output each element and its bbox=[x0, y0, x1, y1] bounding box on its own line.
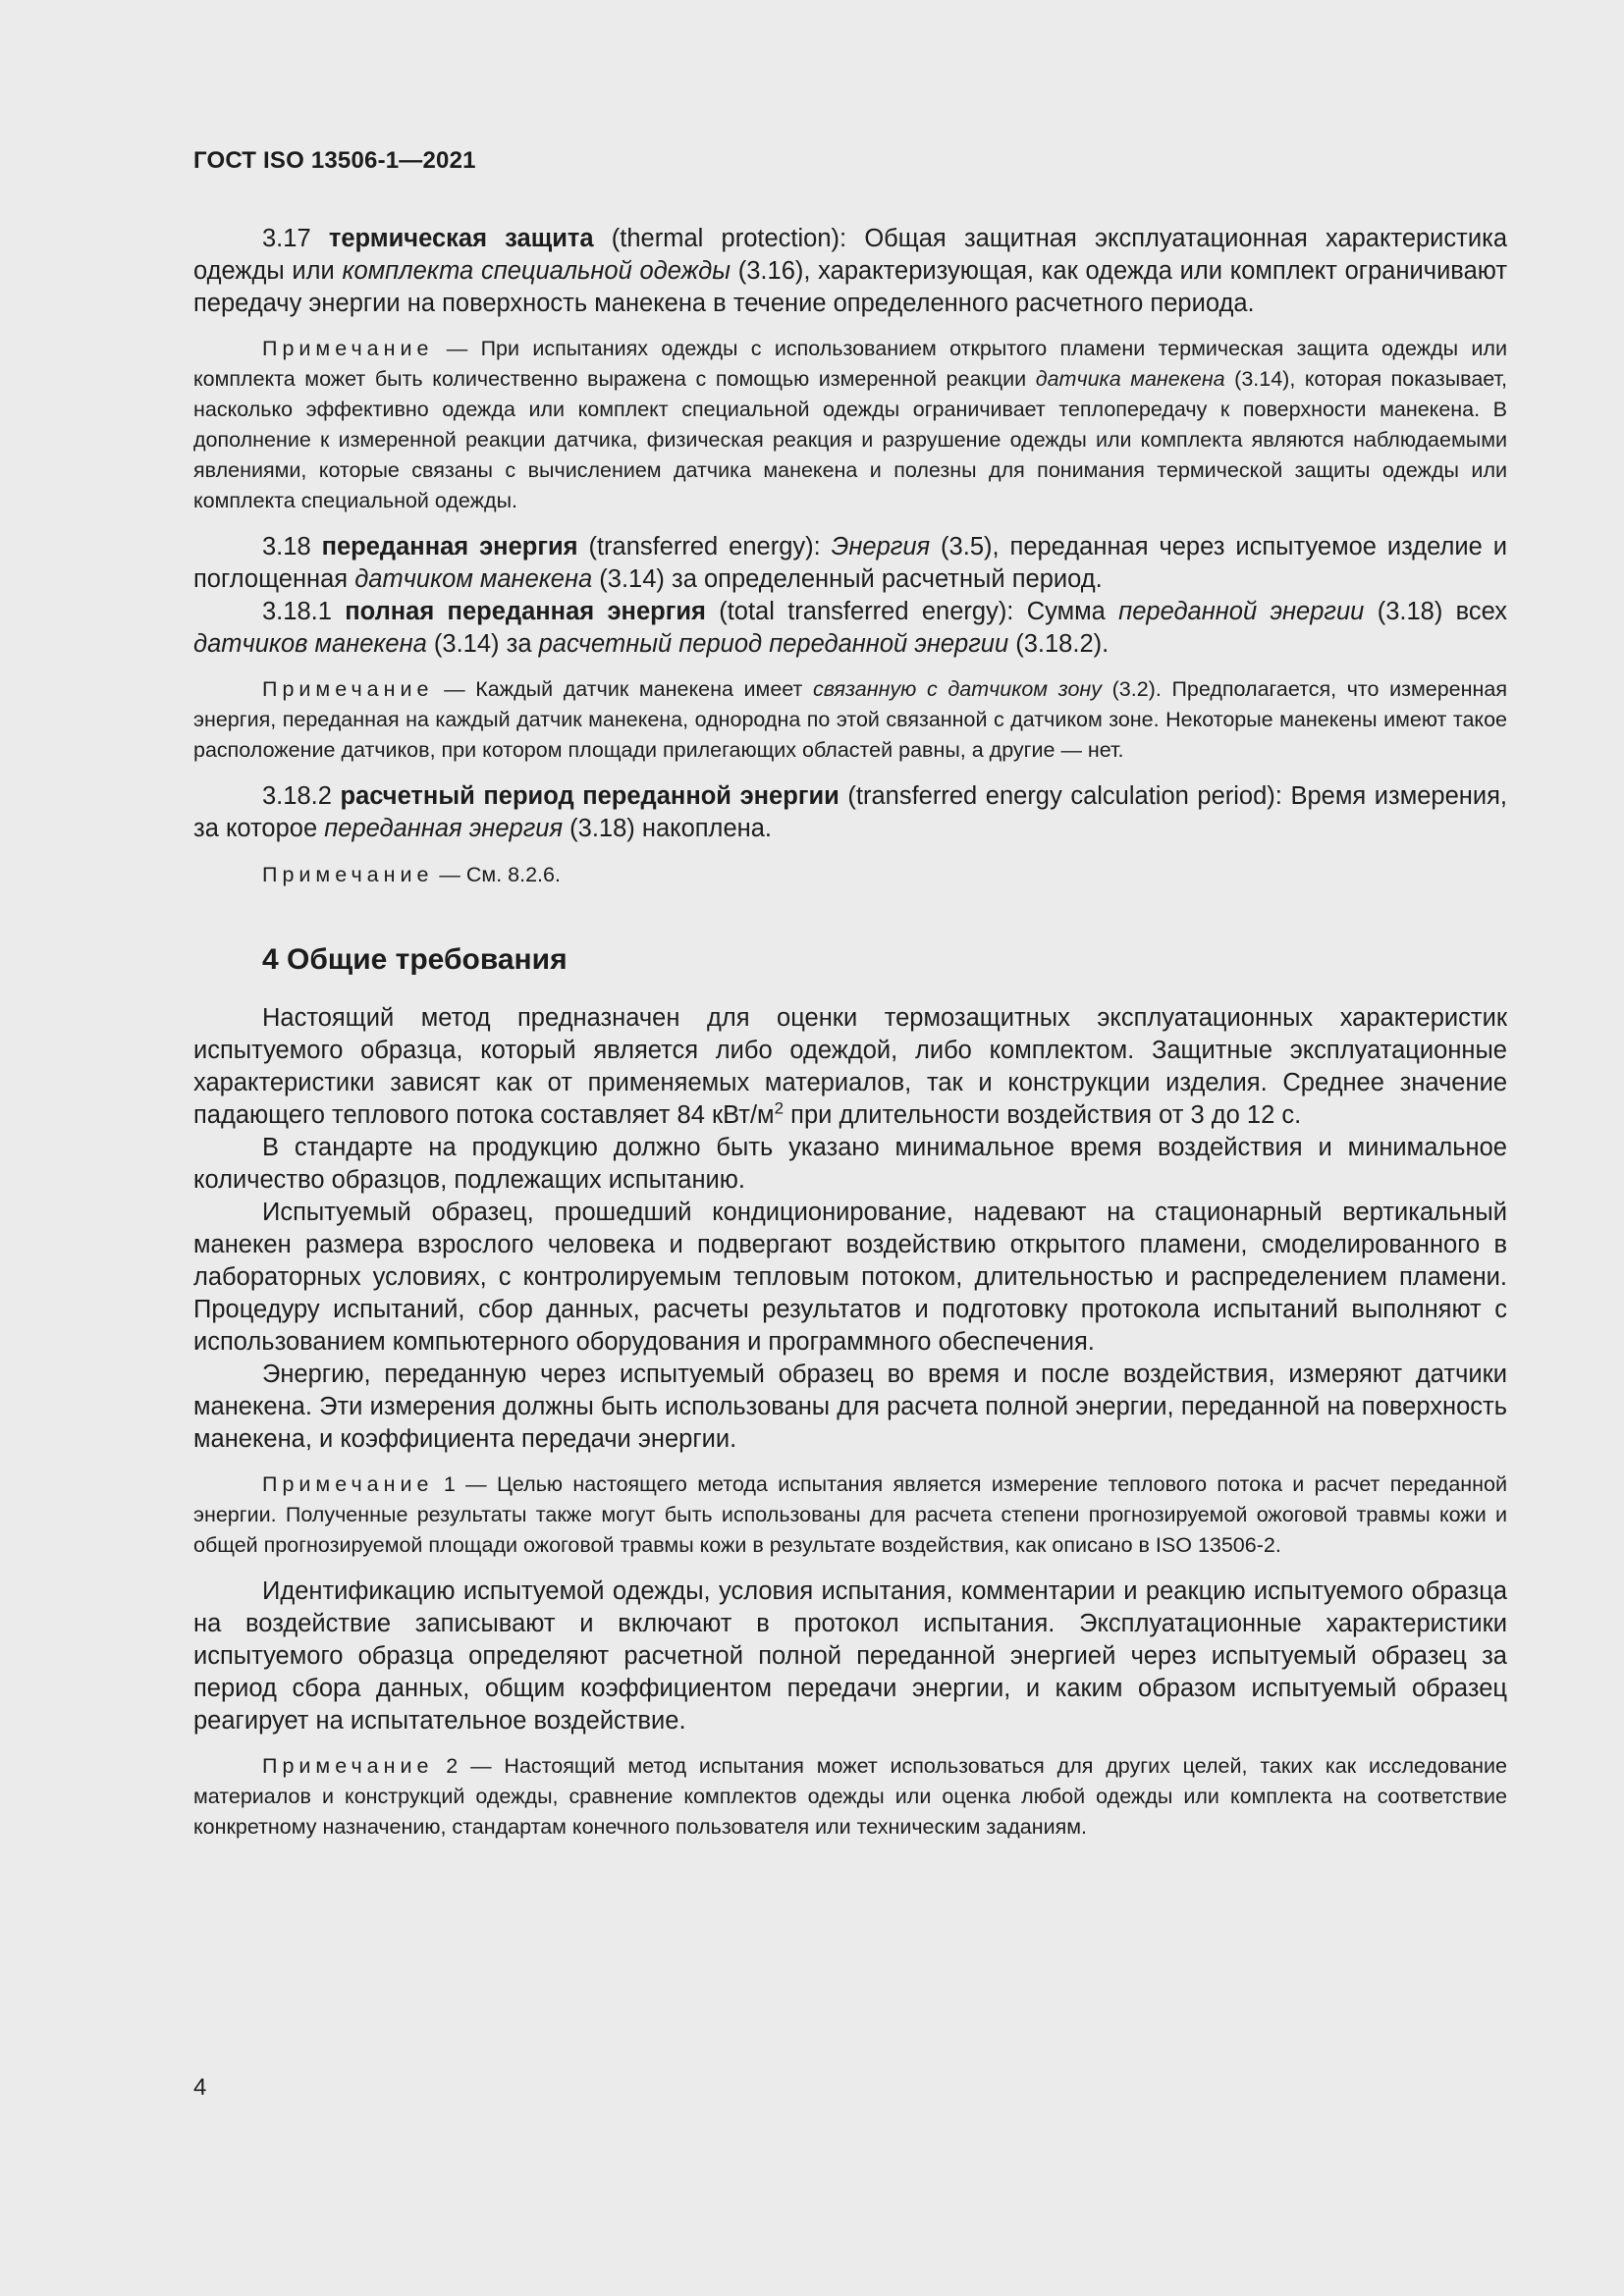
section-4-paragraph-1: Настоящий метод предназначен для оценки термозащитных эксплуатационных характеристик испытуемого образца, который является либо одеждой, либо комплектом. Защитные эксплуатационные характеристики зависят как от применяемых материалов, так и конструкции изделия. Среднее значение падающего теплового потока составляет 84 кВт/$м^2$ при длительности воздействия от 3 до 12 с. bbox=[193, 1004, 1507, 1129]
note-4-2: Примечание 2 — Настоящий метод испытания может использоваться для других целей, таких как исследование материалов и конструкций одежды, сравнение комплектов одежды или оценка любой одежды или комплекта на соответствие конкретному назначению, стандартам конечного пользователя или техническим заданиям. bbox=[193, 1754, 1507, 1839]
paragraph-3-18: 3.18 переданная энергия (transferred energy): Энергия (3.5), переданная через испытуемое изделие и поглощенная датчиком манекена (3.14) за определенный расчетный период. bbox=[193, 533, 1507, 593]
term: расчетный период переданной энергии bbox=[340, 782, 839, 810]
term: переданная энергия bbox=[321, 533, 578, 561]
note-4-1: Примечание 1 — Целью настоящего метода испытания является измерение теплового потока и расчет переданной энергии. Полученные результаты также могут быть использованы для расчета степени прогнозируемой ожоговой травмы кожи и общей прогнозируемой площади ожоговой травмы кожи в результате воздействия, как описано в ISO 13506-2. bbox=[193, 1472, 1507, 1557]
page-number: 4 bbox=[193, 2074, 207, 2101]
paragraph-3-17: 3.17 термическая защита (thermal protection): Общая защитная эксплуатационная характеристика одежды или комплекта специальной одежды (3.16), характеризующая, как одежда или комплект ограничивают передачу энергии на поверхность манекена в течение определенного расчетного периода. bbox=[193, 225, 1507, 317]
paragraph-3-18-2: 3.18.2 расчетный период переданной энергии (transferred energy calculation period): Время измерения, за которое переданная энергия (3.18) накоплена. bbox=[193, 782, 1508, 842]
section-4-paragraph-3: Испытуемый образец, прошедший кондиционирование, надевают на стационарный вертикальный манекен размера взрослого человека и подвергают воздействию открытого пламени, смоделированного в лабораторных условиях, с контролируемым тепловым потоком, длительностью и распределением пламени. Процедуру испытаний, сбор данных, расчеты результатов и подготовку протокола испытаний выполняют с использованием компьютерного оборудования и программного обеспечения. bbox=[193, 1199, 1507, 1356]
note-3-18-1: Примечание — Каждый датчик манекена имеет связанную с датчиком зону (3.2). Предполагается, что измеренная энергия, переданная на каждый датчик манекена, однородна по этой связанной с датчиком зоне. Некоторые манекены имеют такое расположение датчиков, при котором площади прилегающих областей равны, а другие — нет. bbox=[193, 677, 1507, 762]
note-3-17: Примечание — При испытаниях одежды с использованием открытого пламени термическая защита одежды или комплекта может быть количественно выражена с помощью измеренной реакции датчика манекена (3.14), которая показывает, насколько эффективно одежда или комплект специальной одежды ограничивает теплопередачу к поверхности манекена. В дополнение к измеренной реакции датчика, физическая реакция и разрушение одежды или комплекта являются наблюдаемыми явлениями, которые связаны с вычислением датчика манекена и полезны для понимания термической защиты одежды или комплекта специальной одежды. bbox=[193, 337, 1507, 512]
section-4-paragraph-2: В стандарте на продукцию должно быть указано минимальное время воздействия и минимальное количество образцов, подлежащих испытанию. bbox=[193, 1134, 1507, 1194]
section-4-paragraph-5: Идентификацию испытуемой одежды, условия испытания, комментарии и реакцию испытуемого образца на воздействие записывают и включают в протокол испытания. Эксплуатационные характеристики испытуемого образца определяют расчетной полной переданной энергией через испытуемый образец за период сбора данных, общим коэффициентом передачи энергии, и каким образом испытуемый образец реагирует на испытательное воздействие. bbox=[193, 1577, 1507, 1735]
note-3-18-2: Примечание — См. 8.2.6. bbox=[262, 863, 561, 886]
section-4-paragraph-4: Энергию, переданную через испытуемый образец во время и после воздействия, измеряют датчики манекена. Эти измерения должны быть использованы для расчета полной энергии, переданной на поверхность манекена, и коэффициента передачи энергии. bbox=[193, 1361, 1507, 1453]
paragraph-3-18-1: 3.18.1 полная переданная энергия (total transferred energy): Сумма переданной энергии (3.18) всех датчиков манекена (3.14) за расчетный период переданной энергии (3.18.2). bbox=[193, 598, 1508, 658]
document-header: ГОСТ ISO 13506-1—2021 bbox=[193, 147, 476, 174]
section-4-heading: 4 Общие требования bbox=[262, 943, 568, 976]
term: полная переданная энергия bbox=[345, 598, 706, 625]
term: термическая защита bbox=[328, 225, 594, 252]
page-body bbox=[193, 223, 1507, 1842]
